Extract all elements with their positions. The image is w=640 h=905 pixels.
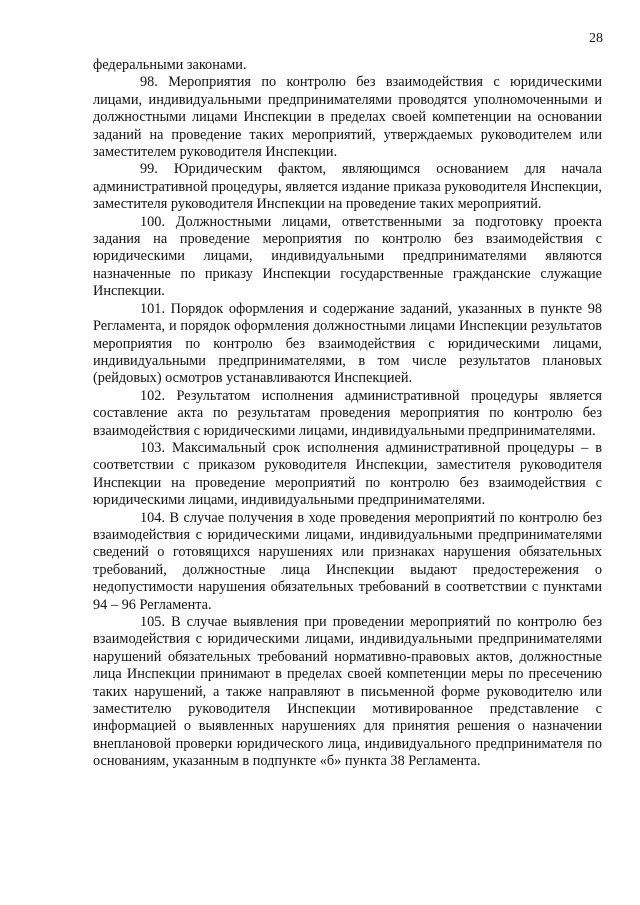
- page-number: 28: [589, 31, 603, 46]
- paragraph-102: 102. Результатом исполнения административной процедуры является составление акта по результатам проведения мероприятия по контролю без взаимодействия с юридическими лицами, индивидуальными предпринимателями.: [93, 387, 602, 439]
- document-body: [93, 57, 602, 771]
- paragraph-99: 99. Юридическим фактом, являющимся основанием для начала административной процедуры, является издание приказа руководителя Инспекции, заместителя руководителя Инспекции на проведение таких мероприятий.: [93, 161, 602, 213]
- paragraph-98: 98. Мероприятия по контролю без взаимодействия с юридическими лицами, индивидуальными предпринимателями проводятся уполномоченными и должностными лицами Инспекции в пределах своей компетенции на основании заданий на проведение таких мероприятий, утверждаемых руководителем или заместителем руководителя Инспекции.: [93, 74, 602, 161]
- paragraph-continuation: федеральными законами.: [93, 57, 247, 73]
- paragraph-105: 105. В случае выявления при проведении мероприятий по контролю без взаимодействия с юридическими лицами, индивидуальными предпринимателями нарушений обязательных требований нормативно-правовых актов, должностные лица Инспекции принимают в пределах своей компетенции меры по пресечению таких нарушений, а также направляют в письменной форме руководителю или заместителю руководителя Инспекции мотивированное представление с информацией о выявленных нарушениях для принятия решения о назначении внеплановой проверки юридического лица, индивидуального предпринимателя по основаниям, указанным в подпункте «б» пункта 38 Регламента.: [93, 614, 602, 770]
- paragraph-100: 100. Должностными лицами, ответственными за подготовку проекта задания на проведение мероприятия по контролю без взаимодействия с юридическими лицами, индивидуальными предпринимателями являются назначенные по приказу Инспекции государственные гражданские служащие Инспекции.: [93, 213, 602, 300]
- paragraph-103: 103. Максимальный срок исполнения административной процедуры – в соответствии с приказом руководителя Инспекции, заместителя руководителя Инспекции на проведение мероприятий по контролю без взаимодействия с юридическими лицами, индивидуальными предпринимателями.: [93, 439, 602, 509]
- paragraph-101: 101. Порядок оформления и содержание заданий, указанных в пункте 98 Регламента, и порядок оформления должностными лицами Инспекции результатов мероприятия по контролю без взаимодействия с юридическими лицами, индивидуальными предпринимателями, в том числе результатов плановых (рейдовых) осмотров устанавливаются Инспекцией.: [93, 300, 602, 387]
- paragraph-104: 104. В случае получения в ходе проведения мероприятий по контролю без взаимодействия с юридическими лицами, индивидуальными предпринимателями сведений о готовящихся нарушениях или признаках нарушения обязательных требований, должностные лица Инспекции выдают предостережения о недопустимости нарушения обязательных требований в соответствии с пунктами 94 – 96 Регламента.: [93, 509, 602, 613]
